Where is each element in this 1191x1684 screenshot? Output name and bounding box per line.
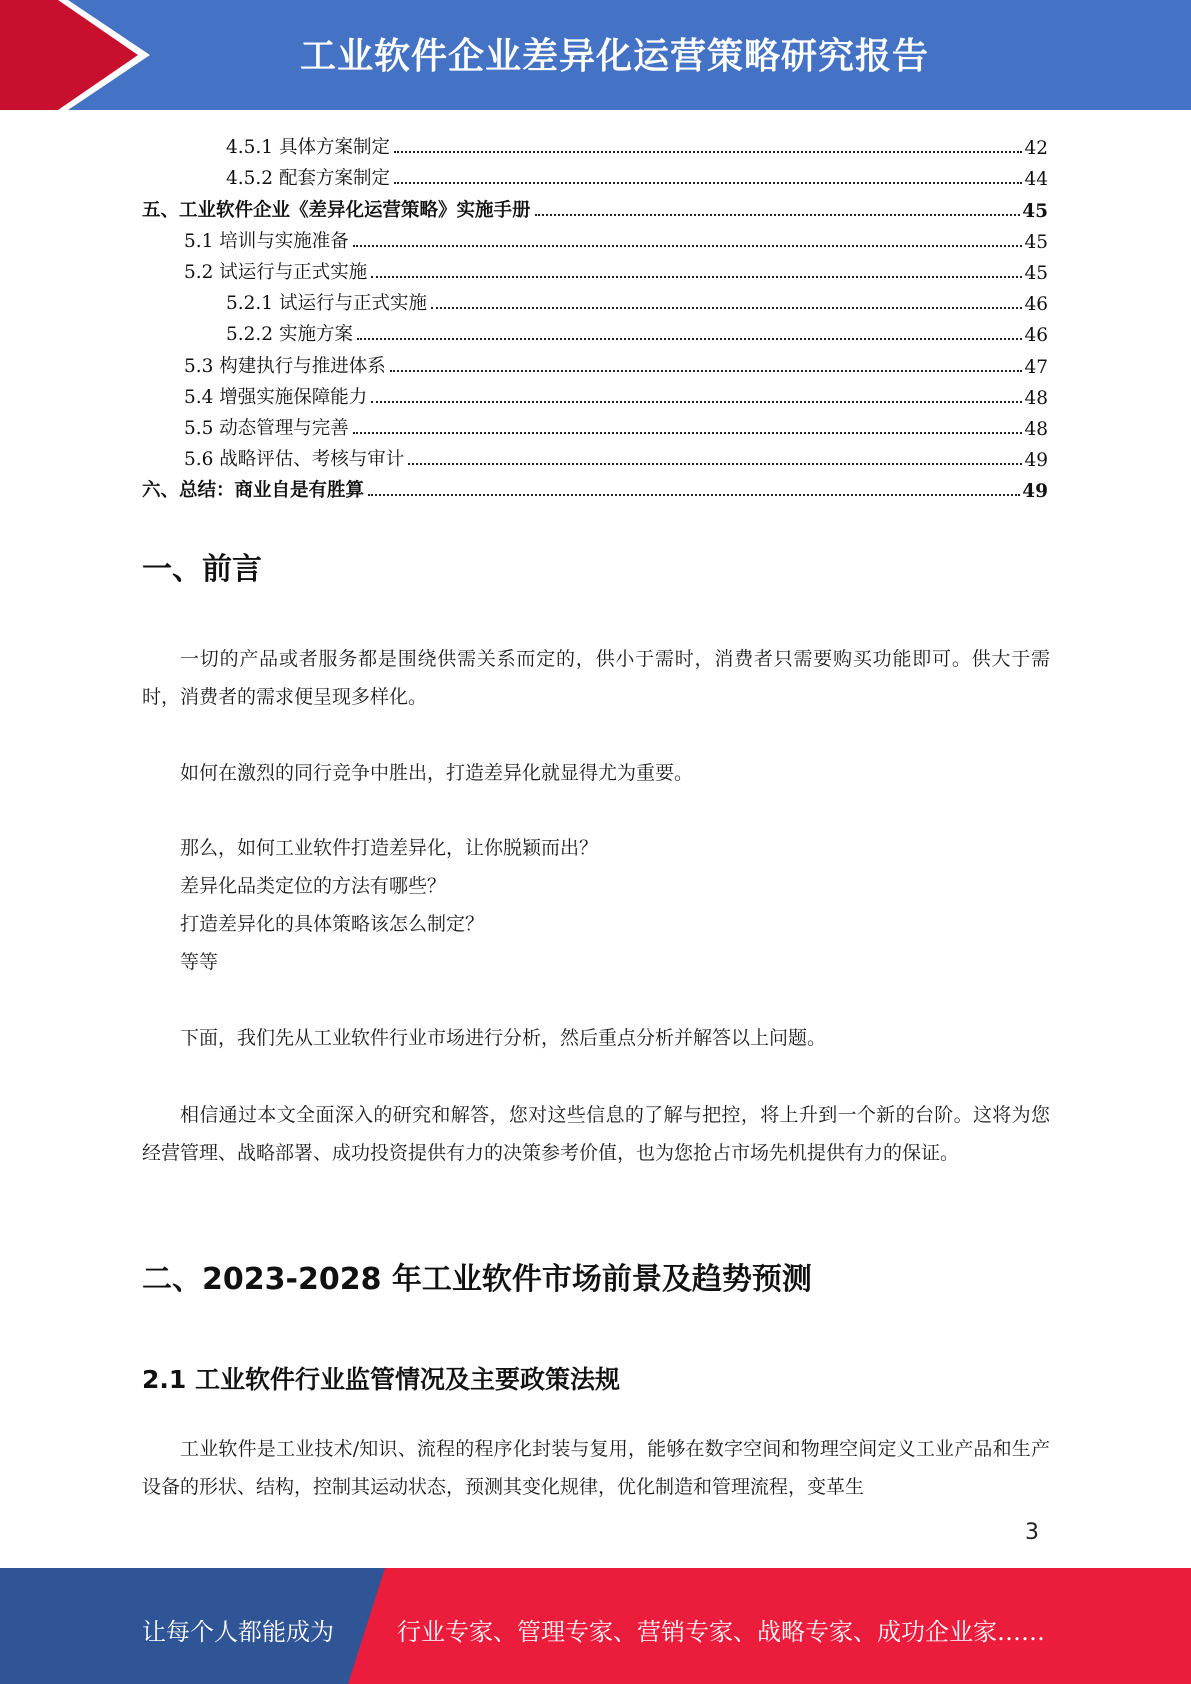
- footer-slogan-left: 让每个人都能成为: [142, 1618, 334, 1646]
- toc-entry-label: 5.2.2 实施方案: [226, 324, 353, 346]
- header-arrow-decoration: [0, 0, 160, 110]
- toc-dot-leader: [357, 338, 1023, 340]
- paragraph: 差异化品类定位的方法有哪些？: [180, 875, 447, 897]
- toc-entry-label: 5.2 试运行与正式实施: [184, 261, 368, 283]
- toc-entry-label: 六、总结：商业自是有胜算: [142, 480, 365, 502]
- toc-entry[interactable]: [142, 128, 1048, 159]
- paragraph: 下面，我们先从工业软件行业市场进行分析，然后重点分析并解答以上问题。: [180, 1027, 827, 1049]
- toc-entry-label: 五、工业软件企业《差异化运营策略》实施手册: [142, 199, 531, 221]
- paragraph: 一切的产品或者服务都是围绕供需关系而定的，供小于需时，消费者只需要购买功能即可。供大于需时，消费者的需求便呈现多样化。: [142, 648, 1050, 708]
- toc-entry[interactable]: [142, 222, 1048, 253]
- toc-entry-page: 49: [1024, 450, 1048, 472]
- toc-dot-leader: [371, 276, 1022, 278]
- toc-entry-page: 45: [1024, 231, 1048, 253]
- toc-entry-page: 48: [1024, 387, 1048, 409]
- footer-slogan-right: 行业专家、管理专家、营销专家、战略专家、成功企业家……: [397, 1618, 1045, 1646]
- toc-entry[interactable]: [142, 284, 1048, 315]
- toc-dot-leader: [390, 370, 1023, 372]
- toc-entry-page: 44: [1024, 169, 1048, 191]
- toc-entry-page: 47: [1024, 356, 1048, 378]
- toc-entry-label: 5.4 增强实施保障能力: [184, 386, 368, 408]
- paragraph: 等等: [180, 951, 219, 973]
- toc-entry-page: 45: [1022, 200, 1048, 222]
- table-of-contents: [142, 128, 1048, 502]
- toc-dot-leader: [408, 463, 1022, 465]
- toc-entry-page: 46: [1024, 325, 1048, 347]
- paragraph: 如何在激烈的同行竞争中胜出，打造差异化就显得尤为重要。: [180, 762, 694, 784]
- toc-entry[interactable]: [142, 378, 1048, 409]
- toc-entry[interactable]: [142, 315, 1048, 346]
- paragraph: 那么，如何工业软件打造差异化，让你脱颖而出？: [180, 837, 599, 859]
- toc-entry-label: 5.6 战略评估、考核与审计: [184, 449, 405, 471]
- page-number: 3: [1025, 1520, 1039, 1545]
- toc-entry-label: 4.5.1 具体方案制定: [226, 137, 390, 159]
- toc-entry-label: 5.5 动态管理与完善: [184, 417, 349, 439]
- toc-entry-label: 5.2.1 试运行与正式实施: [226, 293, 427, 315]
- paragraph: 相信通过本文全面深入的研究和解答，您对这些信息的了解与把控，将上升到一个新的台阶。这将为您经营管理、战略部署、成功投资提供有力的决策参考价值，也为您抢占市场先机提供有力的保证。: [142, 1104, 1050, 1164]
- toc-entry-label: 5.1 培训与实施准备: [184, 230, 349, 252]
- paragraph: 工业软件是工业技术/知识、流程的程序化封装与复用，能够在数字空间和物理空间定义工业产品和生产设备的形状、结构，控制其运动状态，预测其变化规律，优化制造和管理流程，变革生: [142, 1438, 1050, 1498]
- toc-dot-leader: [394, 182, 1022, 184]
- section-heading-market-forecast: 二、2023-2028 年工业软件市场前景及趋势预测: [142, 1262, 812, 1297]
- toc-entry[interactable]: [142, 190, 1048, 221]
- toc-entry-label: 4.5.2 配套方案制定: [226, 168, 390, 190]
- toc-entry[interactable]: [142, 471, 1048, 502]
- subsection-heading-regulation: 2.1 工业软件行业监管情况及主要政策法规: [142, 1365, 620, 1394]
- toc-entry-label: 5.3 构建执行与推进体系: [184, 355, 386, 377]
- toc-entry[interactable]: [142, 159, 1048, 190]
- toc-entry-page: 42: [1024, 138, 1048, 160]
- toc-entry-page: 45: [1024, 262, 1048, 284]
- page-footer-banner: [0, 1568, 1191, 1684]
- toc-entry[interactable]: [142, 253, 1048, 284]
- toc-entry[interactable]: [142, 409, 1048, 440]
- toc-dot-leader: [368, 494, 1020, 496]
- toc-dot-leader: [394, 151, 1022, 153]
- toc-dot-leader: [353, 432, 1023, 434]
- paragraph: 打造差异化的具体策略该怎么制定？: [180, 913, 485, 935]
- page-header-banner: [0, 0, 1191, 110]
- toc-entry-page: 46: [1024, 294, 1048, 316]
- toc-entry[interactable]: [142, 346, 1048, 377]
- toc-dot-leader: [353, 245, 1023, 247]
- toc-dot-leader: [371, 401, 1022, 403]
- toc-entry[interactable]: [142, 440, 1048, 471]
- toc-entry-page: 48: [1024, 418, 1048, 440]
- section-heading-preface: 一、前言: [142, 552, 262, 587]
- toc-dot-leader: [431, 307, 1022, 309]
- report-title: 工业软件企业差异化运营策略研究报告: [300, 36, 930, 77]
- toc-dot-leader: [535, 214, 1021, 216]
- toc-entry-page: 49: [1022, 481, 1048, 503]
